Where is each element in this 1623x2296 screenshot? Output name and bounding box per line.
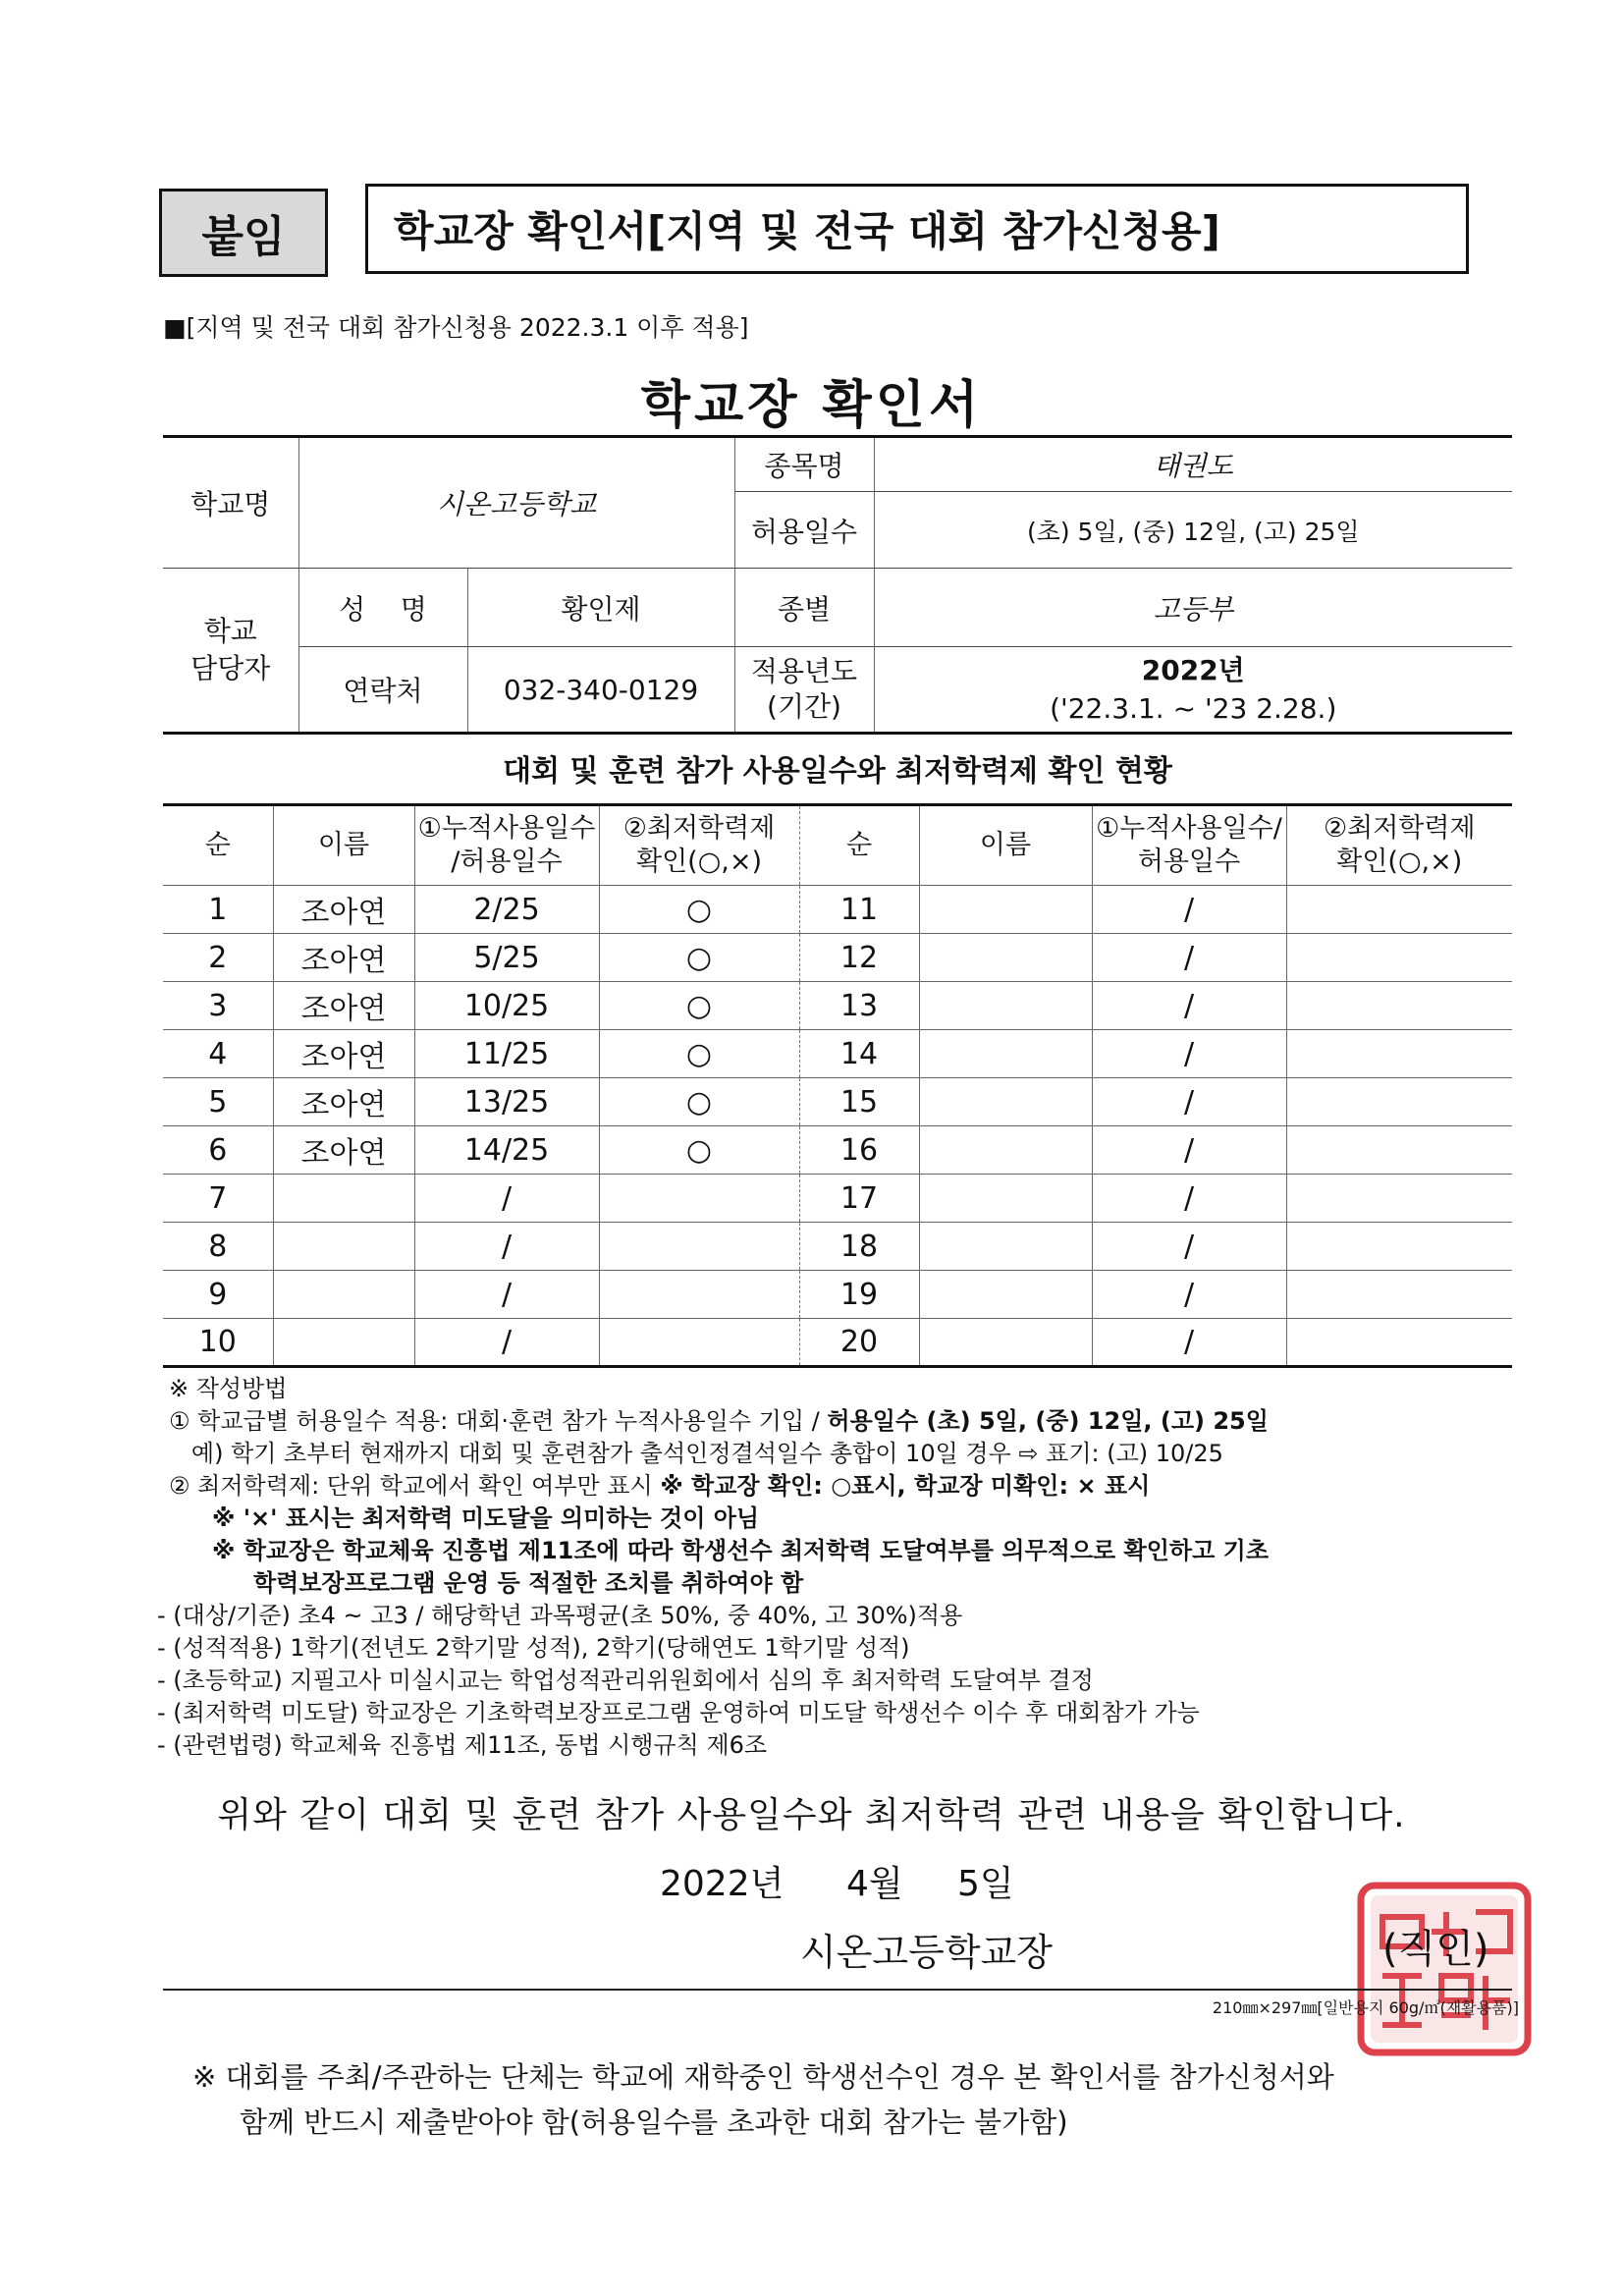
cell-days: 5/25 [414, 934, 599, 982]
cell-min2 [1286, 1030, 1512, 1078]
usage-body [163, 886, 1512, 1367]
table-row [163, 1319, 1512, 1367]
cell-min2 [1286, 1078, 1512, 1126]
cell-no: 9 [163, 1271, 273, 1319]
name-label: 성 명 [298, 569, 467, 647]
cell-days2: / [1092, 1319, 1286, 1367]
manager-label: 학교 담당자 [163, 569, 298, 734]
cell-no2: 13 [799, 982, 919, 1030]
detail-4: - (최저학력 미도달) 학교장은 기초학력보장프로그램 운영하여 미도달 학생선수 이수 후 대회참가 가능 [157, 1699, 1200, 1726]
cell-min: ○ [599, 982, 799, 1030]
cell-min: ○ [599, 1030, 799, 1078]
cell-name2 [919, 1271, 1092, 1319]
detail-1: - (대상/기준) 초4 ~ 고3 / 해당학년 과목평균(초 50%, 중 40%, 고 30%)적용 [157, 1602, 963, 1629]
table-row [163, 1078, 1512, 1126]
note-4: ※ 학교장은 학교체육 진흥법 제11조에 따라 학생선수 최저학력 도달여부를 의무적으로 확인하고 기초 [212, 1537, 1269, 1564]
cell-days: 2/25 [414, 886, 599, 934]
instructions [157, 1373, 1269, 1762]
cell-days2: / [1092, 982, 1286, 1030]
cell-days2: / [1092, 886, 1286, 934]
date-day: 5일 [957, 1864, 1014, 1904]
cell-name: 조아연 [273, 982, 414, 1030]
cell-min [599, 1319, 799, 1367]
attachment-tag [159, 189, 328, 277]
cell-name [273, 1319, 414, 1367]
sport-label: 종목명 [734, 437, 874, 492]
cell-name2 [919, 886, 1092, 934]
cell-days2: / [1092, 1271, 1286, 1319]
note-1-example: 예) 학기 초부터 현재까지 대회 및 훈련참가 출석인정결석일수 총합이 10일 경우 ⇨ 표기: (고) 10/25 [169, 1440, 1223, 1467]
cell-name: 조아연 [273, 1126, 414, 1175]
cell-min2 [1286, 1223, 1512, 1271]
cell-days2: / [1092, 1078, 1286, 1126]
note-2-text: ② 최저학력제: 단위 학교에서 확인 여부만 표시 [169, 1472, 661, 1500]
cell-name2 [919, 934, 1092, 982]
table-row [163, 1175, 1512, 1223]
sport-value: 태권도 [874, 437, 1512, 492]
table-row [163, 982, 1512, 1030]
cell-min2 [1286, 886, 1512, 934]
cell-no: 7 [163, 1175, 273, 1223]
cell-no2: 14 [799, 1030, 919, 1078]
cell-min [599, 1175, 799, 1223]
note-2-bold: ※ 학교장 확인: ○표시, 학교장 미확인: × 표시 [660, 1472, 1151, 1500]
divider [163, 1989, 1512, 1991]
cell-no: 6 [163, 1126, 273, 1175]
footer-line-2: 함께 반드시 제출받아야 함(허용일수를 초과한 대회 참가는 불가함) [240, 2105, 1068, 2139]
table-row [163, 1271, 1512, 1319]
school-value: 시온고등학교 [298, 437, 734, 569]
cell-min2 [1286, 934, 1512, 982]
cell-min2 [1286, 1175, 1512, 1223]
cell-days2: / [1092, 1030, 1286, 1078]
cell-no: 1 [163, 886, 273, 934]
school-label: 학교명 [163, 437, 298, 569]
cell-name: 조아연 [273, 1078, 414, 1126]
usage-table [163, 803, 1512, 1368]
cell-days2: / [1092, 934, 1286, 982]
document-heading [365, 184, 1469, 274]
cell-days: 14/25 [414, 1126, 599, 1175]
note-3: ※ '×' 표시는 최저학력 미도달을 의미하는 것이 아님 [212, 1504, 760, 1532]
footer-note [192, 2054, 1334, 2145]
cell-min [599, 1271, 799, 1319]
cell-days: 13/25 [414, 1078, 599, 1126]
principal-title: 시온고등학교장 [800, 1931, 1053, 1974]
year-value: 2022년 [1141, 653, 1245, 686]
cell-name2 [919, 982, 1092, 1030]
subheading: ■[지역 및 전국 대회 참가신청용 2022.3.1 이후 적용] [163, 313, 749, 342]
note-1-text: ① 학교급별 허용일수 적용: 대회·훈련 참가 누적사용일수 기입 / [169, 1407, 828, 1435]
cell-name2 [919, 1223, 1092, 1271]
cell-name: 조아연 [273, 934, 414, 982]
cell-name2 [919, 1319, 1092, 1367]
cell-min2 [1286, 1319, 1512, 1367]
note-2 [169, 1470, 1269, 1503]
cell-min [599, 1223, 799, 1271]
table-row [163, 1030, 1512, 1078]
cell-min: ○ [599, 1078, 799, 1126]
col-min: ②최저학력제 확인(○,×) [599, 805, 799, 886]
cell-no2: 15 [799, 1078, 919, 1126]
contact-value: 032-340-0129 [467, 647, 734, 734]
period-value: ('22.3.1. ~ '23 2.28.) [1050, 692, 1337, 725]
cell-no2: 19 [799, 1271, 919, 1319]
cell-days2: / [1092, 1126, 1286, 1175]
date-month: 4월 [846, 1864, 903, 1904]
cell-min: ○ [599, 1126, 799, 1175]
col-name: 이름 [273, 805, 414, 886]
cell-days: / [414, 1223, 599, 1271]
cell-name2 [919, 1078, 1092, 1126]
allowed-label: 허용일수 [734, 492, 874, 569]
year-cell [874, 647, 1512, 734]
confirmation-text: 위와 같이 대회 및 훈련 참가 사용일수와 최저학력 관련 내용을 확인합니다. [217, 1795, 1406, 1835]
cell-days: 11/25 [414, 1030, 599, 1078]
table-row [163, 886, 1512, 934]
cell-no2: 17 [799, 1175, 919, 1223]
cell-days2: / [1092, 1223, 1286, 1271]
page-title: 학교장 확인서 [640, 376, 983, 435]
cell-min2 [1286, 982, 1512, 1030]
attachment-tag-label: 붙임 [201, 212, 286, 262]
cell-no2: 16 [799, 1126, 919, 1175]
note-1-bold: 허용일수 (초) 5일, (중) 12일, (고) 25일 [827, 1407, 1269, 1435]
paper-spec: 210㎜×297㎜[일반용지 60g/㎡(재활용품)] [1212, 1998, 1519, 2017]
year-label: 적용년도 (기간) [734, 647, 874, 734]
cell-name [273, 1223, 414, 1271]
category-label: 종별 [734, 569, 874, 647]
col-days2: ①누적사용일수/ 허용일수 [1092, 805, 1286, 886]
table-row [163, 1126, 1512, 1175]
col-no: 순 [163, 805, 273, 886]
cell-no2: 20 [799, 1319, 919, 1367]
cell-name2 [919, 1126, 1092, 1175]
cell-days: / [414, 1271, 599, 1319]
allowed-value: (초) 5일, (중) 12일, (고) 25일 [874, 492, 1512, 569]
cell-min2 [1286, 1126, 1512, 1175]
info-table [163, 435, 1512, 735]
col-name2: 이름 [919, 805, 1092, 886]
cell-days: / [414, 1319, 599, 1367]
cell-days2: / [1092, 1175, 1286, 1223]
cell-no2: 12 [799, 934, 919, 982]
name-value: 황인제 [467, 569, 734, 647]
table-row [163, 1223, 1512, 1271]
cell-no: 8 [163, 1223, 273, 1271]
cell-no: 10 [163, 1319, 273, 1367]
cell-no2: 11 [799, 886, 919, 934]
date-year: 2022년 [660, 1864, 784, 1904]
detail-2: - (성적적용) 1학기(전년도 2학기말 성적), 2학기(당해연도 1학기말 성적) [157, 1634, 910, 1662]
contact-label: 연락처 [298, 647, 467, 734]
cell-days: 10/25 [414, 982, 599, 1030]
detail-5: - (관련법령) 학교체육 진흥법 제11조, 동법 시행규칙 제6조 [157, 1731, 768, 1759]
cell-no2: 18 [799, 1223, 919, 1271]
detail-3: - (초등학교) 지필고사 미실시교는 학업성적관리위원회에서 심의 후 최저학력 도달여부 결정 [157, 1667, 1094, 1694]
table-row [163, 934, 1512, 982]
cell-days: / [414, 1175, 599, 1223]
col-no2: 순 [799, 805, 919, 886]
footer-line-1: ※ 대회를 주최/주관하는 단체는 학교에 재학중인 학생선수인 경우 본 확인서를 참가신청서와 [192, 2060, 1334, 2094]
cell-no: 3 [163, 982, 273, 1030]
cell-min: ○ [599, 886, 799, 934]
cell-no: 5 [163, 1078, 273, 1126]
category-value: 고등부 [874, 569, 1512, 647]
seal-label: (직인) [1382, 1927, 1489, 1972]
document-heading-text: 학교장 확인서[지역 및 전국 대회 참가신청용] [394, 207, 1220, 255]
col-days: ①누적사용일수 /허용일수 [414, 805, 599, 886]
cell-no: 4 [163, 1030, 273, 1078]
usage-header-row [163, 805, 1512, 886]
cell-min2 [1286, 1271, 1512, 1319]
cell-name: 조아연 [273, 886, 414, 934]
usage-section-title: 대회 및 훈련 참가 사용일수와 최저학력제 확인 현황 [503, 754, 1172, 789]
cell-name2 [919, 1175, 1092, 1223]
notes-heading: ※ 작성방법 [169, 1375, 288, 1402]
col-min2: ②최저학력제 확인(○,×) [1286, 805, 1512, 886]
cell-min: ○ [599, 934, 799, 982]
cell-name2 [919, 1030, 1092, 1078]
note-4-cont: 학력보장프로그램 운영 등 적절한 조치를 취하여야 함 [253, 1569, 804, 1597]
cell-name [273, 1175, 414, 1223]
cell-name [273, 1271, 414, 1319]
cell-no: 2 [163, 934, 273, 982]
cell-name: 조아연 [273, 1030, 414, 1078]
note-1 [169, 1405, 1269, 1438]
